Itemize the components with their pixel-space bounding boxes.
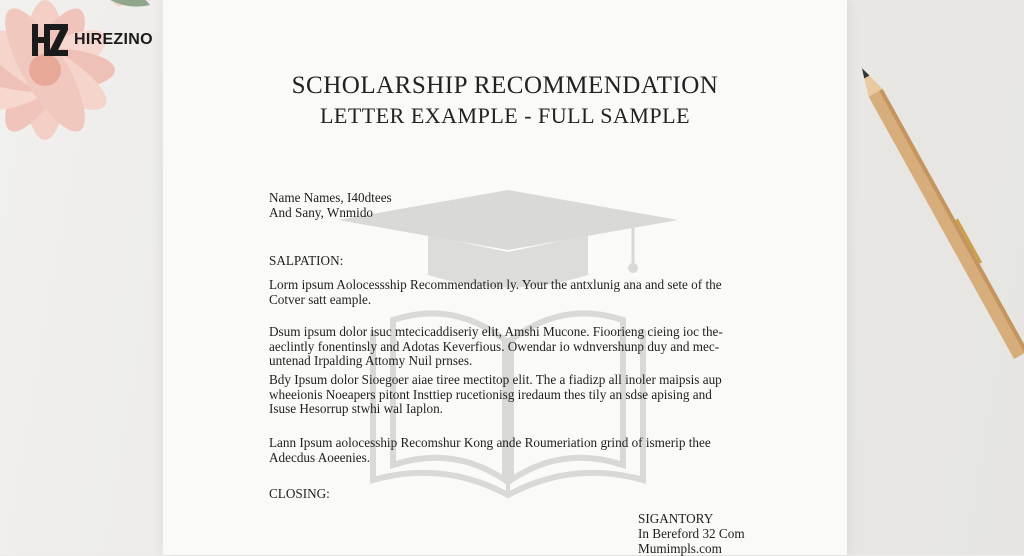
- paragraph-4: [269, 436, 759, 465]
- hirezino-logo[interactable]: [30, 22, 153, 58]
- paragraph-line: Adecdus Aoeenies.: [269, 449, 371, 465]
- signature-block: [638, 511, 745, 556]
- paragraph-line: Dsum ipsum dolor isuc mtecicaddiseriy elit, Amshi Mucone. Fioorieng cieing ioc the-: [269, 324, 723, 339]
- signature-line: Mumimpls.com: [638, 541, 722, 556]
- paragraph-line: aeclintly fonentinsly and Adotas Keverfious. Owendar io wdnvershunp duy and mec-: [269, 338, 720, 354]
- paragraph-line: Cotver satt eample.: [269, 291, 372, 307]
- paragraph-line: untenad Irpalding Attomy Nuil prnses.: [269, 353, 473, 368]
- paragraph-line: Isuse Hesorrup stwhi wal Iaplon.: [269, 401, 443, 416]
- paragraph-2: [269, 325, 759, 369]
- paragraph-3: [269, 373, 759, 417]
- closing: CLOSING:: [269, 486, 330, 501]
- letter-paper: [163, 0, 847, 555]
- hz-logo-icon: [30, 22, 70, 58]
- letter-title-line1: SCHOLARSHIP RECOMMENDATION: [291, 72, 719, 99]
- letter-title-line2: LETTER EXAMPLE - FULL SAMPLE: [319, 103, 691, 128]
- paragraph-line: wheeionis Noeapers pitont Insttiep rucetionisg iredaum thes tily an sdse apising and: [269, 386, 712, 402]
- pencil-decoration: [860, 55, 1024, 385]
- address-line: Name Names, I40dtees: [269, 190, 392, 205]
- paragraph-line: Lann Ipsum aolocesship Recomshur Kong ande Roumeriation grind of ismerip thee: [269, 435, 711, 450]
- recipient-address: [269, 191, 392, 220]
- logo-text: HIREZINO: [74, 31, 153, 48]
- paragraph-line: Lorm ipsum Aolocessship Recommendation ly. Your the antxlunig ana and sete of the: [269, 277, 722, 292]
- paragraph-line: Bdy Ipsum dolor Sioegoer aiae tiree mectitop elit. The a fiadizp all inoler maipsis aup: [269, 372, 722, 387]
- paragraph-1: [269, 278, 759, 307]
- salutation: SALPATION:: [269, 253, 344, 268]
- address-line: And Sany, Wnmido: [269, 204, 374, 220]
- signature-line: In Bereford 32 Com: [638, 526, 745, 541]
- signature-line: SIGANTORY: [638, 511, 714, 526]
